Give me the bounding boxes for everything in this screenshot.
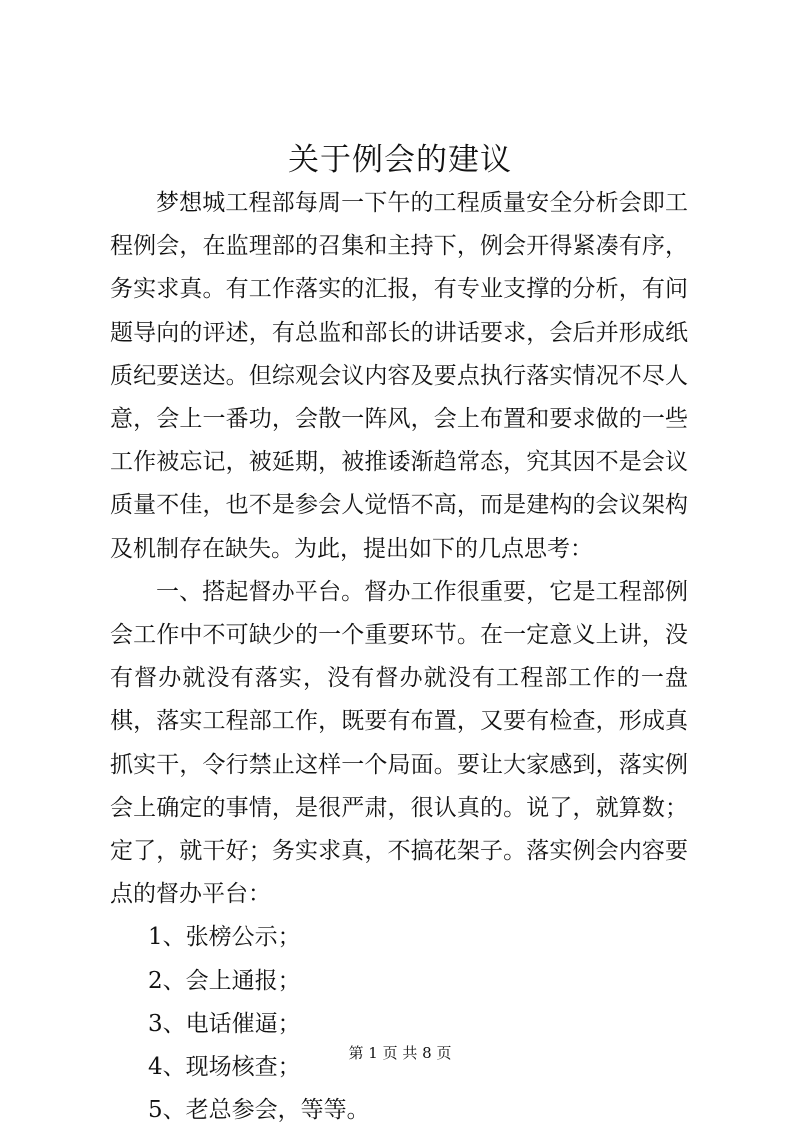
document-title: 关于例会的建议 (288, 142, 512, 178)
list-item: 2、会上通报； (148, 967, 301, 994)
list-item: 1、张榜公示； (148, 924, 301, 951)
page-number-footer: 第 1 页 共 8 页 (348, 1044, 452, 1062)
list-item: 3、电话催逼； (148, 1010, 301, 1037)
supervision-methods-list (110, 916, 688, 1132)
list-item: 5、老总参会，等等。 (148, 1097, 370, 1124)
document-body (110, 182, 688, 1132)
paragraph-supervision-platform: 一、搭起督办平台。督办工作很重要，它是工程部例会工作中不可缺少的一个重要环节。在一定意义上讲，没有督办就没有落实，没有督办就没有工程部工作的一盘棋，落实工程部工作，既要有布置，又要有检查，形成真抓实干，令行禁止这样一个局面。要让大家感到，落实例会上确定的事情，是很严肃，很认真的。说了，就算数；定了，就干好；务实求真，不搞花架子。落实例会内容要点的督办平台： (110, 578, 688, 908)
list-item: 4、现场核查； (148, 1054, 301, 1081)
paragraph-intro: 梦想城工程部每周一下午的工程质量安全分析会即工程例会，在监理部的召集和主持下，例会开得紧凑有序，务实求真。有工作落实的汇报，有专业支撑的分析，有问题导向的评述，有总监和部长的讲话要求，会后并形成纸质纪要送达。但综观会议内容及要点执行落实情况不尽人意，会上一番功，会散一阵风，会上布置和要求做的一些工作被忘记，被延期，被推诿渐趋常态，究其因不是会议质量不佳，也不是参会人觉悟不高，而是建构的会议架构及机制存在缺失。为此，提出如下的几点思考： (110, 190, 688, 562)
